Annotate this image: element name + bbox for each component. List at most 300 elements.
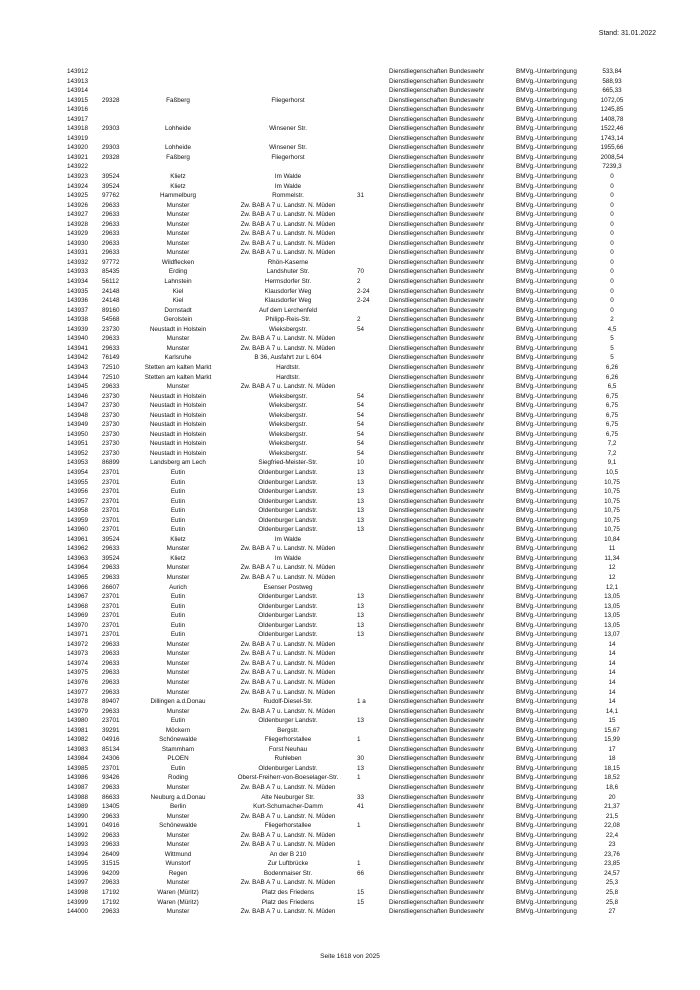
usage-type-cell: BMVg.-Unterbringung (516, 593, 577, 601)
row-id-cell: 143942 (67, 354, 89, 362)
property-type-cell: Dienstliegenschaften Bundeswehr (389, 230, 485, 238)
house-number-cell: 13 (357, 488, 365, 496)
postal-code-cell: 13405 (102, 803, 120, 811)
row-id-cell: 143936 (67, 297, 89, 305)
property-type-cell: Dienstliegenschaften Bundeswehr (389, 898, 485, 906)
row-id-cell: 143945 (67, 383, 89, 391)
postal-code-cell: 04916 (102, 736, 120, 744)
usage-type-cell: BMVg.-Unterbringung (516, 373, 577, 381)
usage-type-cell: BMVg.-Unterbringung (516, 564, 577, 572)
house-number-cell: 13 (357, 631, 365, 639)
postal-code-cell: 31515 (102, 860, 120, 868)
row-id-cell: 143916 (67, 106, 89, 114)
usage-type-cell: BMVg.-Unterbringung (516, 115, 577, 123)
usage-type-cell: BMVg.-Unterbringung (516, 545, 577, 553)
usage-type-cell: BMVg.-Unterbringung (516, 488, 577, 496)
table-row: 143931 29633 Munster Zw. BAB A 7 u. Landstr. N. Müden Dienstliegenschaften Bundeswehr BMVg.-Unterbringung 0 (67, 249, 614, 257)
row-id-cell: 143930 (67, 239, 89, 247)
property-type-cell: Dienstliegenschaften Bundeswehr (389, 507, 485, 515)
usage-type-cell: BMVg.-Unterbringung (516, 535, 577, 543)
usage-type-cell: BMVg.-Unterbringung (516, 363, 577, 371)
house-number-cell: 13 (357, 507, 365, 515)
table-row: 143915 29328 Faßberg Fliegerhorst Dienstliegenschaften Bundeswehr BMVg.-Unterbringung 1072,05 (67, 96, 624, 104)
table-row: 143958 23701 Eutin Oldenburger Landstr. 13 Dienstliegenschaften Bundeswehr BMVg.-Unterbringung 10,75 (67, 507, 620, 515)
house-number-cell: 13 (357, 526, 365, 534)
postal-code-cell: 23701 (102, 593, 120, 601)
usage-type-cell: BMVg.-Unterbringung (516, 144, 577, 152)
row-id-cell: 143993 (67, 841, 89, 849)
usage-type-cell: BMVg.-Unterbringung (516, 411, 577, 419)
table-row: 143975 29633 Munster Zw. BAB A 7 u. Landstr. N. Müden Dienstliegenschaften Bundeswehr BMVg.-Unterbringung 14 (67, 669, 616, 677)
postal-code-cell: 29328 (102, 153, 120, 161)
property-type-cell: Dienstliegenschaften Bundeswehr (389, 640, 485, 648)
house-number-cell: 13 (357, 516, 365, 524)
property-type-cell: Dienstliegenschaften Bundeswehr (389, 363, 485, 371)
usage-type-cell: BMVg.-Unterbringung (516, 268, 577, 276)
property-type-cell: Dienstliegenschaften Bundeswehr (389, 249, 485, 257)
table-row: 143963 39524 Klietz Im Walde Dienstliegenschaften Bundeswehr BMVg.-Unterbringung 11,34 (67, 554, 620, 562)
row-id-cell: 143943 (67, 363, 89, 371)
row-id-cell: 143926 (67, 201, 89, 209)
house-number-cell: 1 a (357, 698, 366, 706)
postal-code-cell: 94209 (102, 869, 120, 877)
table-row: 143986 93426 Roding Oberst-Freiherr-von-Boeselager-Str. 1 Dienstliegenschaften Bundeswehr BMVg.-Unterbringung 18,52 (67, 774, 620, 782)
table-row: 143922 Dienstliegenschaften Bundeswehr BMVg.-Unterbringung 7239,3 (67, 163, 622, 171)
usage-type-cell: BMVg.-Unterbringung (516, 239, 577, 247)
table-row: 143991 04916 Schönewalde Fliegerhorstallee 1 Dienstliegenschaften Bundeswehr BMVg.-Unterbringung 22,08 (67, 822, 620, 830)
usage-type-cell: BMVg.-Unterbringung (516, 889, 577, 897)
usage-type-cell: BMVg.-Unterbringung (516, 459, 577, 467)
row-id-cell: 143972 (67, 640, 89, 648)
row-id-cell: 143998 (67, 889, 89, 897)
table-row: 143948 23730 Neustadt in Holstein Wieksbergstr. 54 Dienstliegenschaften Bundeswehr BMVg.-Unterbringung 6,75 (67, 411, 619, 419)
usage-type-cell: BMVg.-Unterbringung (516, 698, 577, 706)
usage-type-cell: BMVg.-Unterbringung (516, 392, 577, 400)
postal-code-cell: 56112 (102, 278, 120, 286)
usage-type-cell: BMVg.-Unterbringung (516, 717, 577, 725)
table-row: 143997 29633 Munster Zw. BAB A 7 u. Landstr. N. Müden Dienstliegenschaften Bundeswehr BMVg.-Unterbringung 25,3 (67, 879, 619, 887)
usage-type-cell: BMVg.-Unterbringung (516, 669, 577, 677)
property-type-cell: Dienstliegenschaften Bundeswehr (389, 707, 485, 715)
property-type-cell: Dienstliegenschaften Bundeswehr (389, 411, 485, 419)
usage-type-cell: BMVg.-Unterbringung (516, 612, 577, 620)
usage-type-cell: BMVg.-Unterbringung (516, 430, 577, 438)
row-id-cell: 143977 (67, 688, 89, 696)
usage-type-cell: BMVg.-Unterbringung (516, 87, 577, 95)
postal-code-cell: 29633 (102, 812, 120, 820)
row-id-cell: 143927 (67, 211, 89, 219)
property-type-cell: Dienstliegenschaften Bundeswehr (389, 344, 485, 352)
table-row: 143976 29633 Munster Zw. BAB A 7 u. Landstr. N. Müden Dienstliegenschaften Bundeswehr BMVg.-Unterbringung 14 (67, 679, 616, 686)
house-number-cell: 31 (357, 192, 365, 200)
row-id-cell: 143997 (67, 879, 89, 887)
house-number-cell: 54 (357, 411, 365, 419)
postal-code-cell: 29633 (102, 831, 120, 839)
postal-code-cell: 29633 (102, 573, 120, 581)
table-row: 143988 86633 Neuburg a.d.Donau Alte Neuburger Str. 33 Dienstliegenschaften Bundeswehr BMVg.-Unterbringung 20 (67, 793, 616, 801)
property-type-cell: Dienstliegenschaften Bundeswehr (389, 679, 485, 686)
table-row: 143927 29633 Munster Zw. BAB A 7 u. Landstr. N. Müden Dienstliegenschaften Bundeswehr BMVg.-Unterbringung 0 (67, 211, 614, 219)
row-id-cell: 143932 (67, 258, 89, 266)
row-id-cell: 143948 (67, 411, 89, 419)
row-id-cell: 143989 (67, 803, 89, 811)
table-row: 143957 23701 Eutin Oldenburger Landstr. 13 Dienstliegenschaften Bundeswehr BMVg.-Unterbringung 10,75 (67, 497, 620, 505)
postal-code-cell: 23701 (102, 631, 120, 639)
house-number-cell: 13 (357, 602, 365, 610)
property-type-cell: Dienstliegenschaften Bundeswehr (389, 373, 485, 381)
usage-type-cell: BMVg.-Unterbringung (516, 908, 577, 916)
usage-type-cell: BMVg.-Unterbringung (516, 573, 577, 581)
table-row: 143990 29633 Munster Zw. BAB A 7 u. Landstr. N. Müden Dienstliegenschaften Bundeswehr BMVg.-Unterbringung 21,5 (67, 812, 619, 820)
property-type-cell: Dienstliegenschaften Bundeswehr (389, 497, 485, 505)
usage-type-cell: BMVg.-Unterbringung (516, 421, 577, 429)
row-id-cell: 143967 (67, 593, 89, 601)
property-type-cell: Dienstliegenschaften Bundeswehr (389, 774, 485, 782)
postal-code-cell: 39524 (102, 182, 120, 190)
postal-code-cell: 39524 (102, 173, 120, 181)
property-type-cell: Dienstliegenschaften Bundeswehr (389, 325, 485, 333)
row-id-cell: 143953 (67, 459, 89, 467)
table-row: 143978 89407 Dillingen a.d.Donau Rudolf-Diesel-Str. 1 a Dienstliegenschaften Bundeswehr BMVg.-Unterbringung 14 (67, 698, 616, 706)
property-type-cell: Dienstliegenschaften Bundeswehr (389, 793, 485, 801)
table-row: 143935 24148 Kiel Klausdorfer Weg 2-24 Dienstliegenschaften Bundeswehr BMVg.-Unterbringung 0 (67, 287, 614, 295)
table-row: 143966 26607 Aurich Esenser Postweg Dienstliegenschaften Bundeswehr BMVg.-Unterbringung 12,1 (67, 583, 619, 591)
row-id-cell: 143975 (67, 669, 89, 677)
usage-type-cell: BMVg.-Unterbringung (516, 201, 577, 209)
table-row: 143933 85435 Erding Landshuter Str. 70 Dienstliegenschaften Bundeswehr BMVg.-Unterbringung 0 (67, 268, 614, 276)
row-id-cell: 143941 (67, 344, 89, 352)
table-row: 143952 23730 Neustadt in Holstein Wieksbergstr. 54 Dienstliegenschaften Bundeswehr BMVg.-Unterbringung 7,2 (67, 449, 617, 457)
usage-type-cell: BMVg.-Unterbringung (516, 297, 577, 305)
postal-code-cell: 23730 (102, 430, 120, 438)
property-type-cell: Dienstliegenschaften Bundeswehr (389, 316, 485, 324)
usage-type-cell: BMVg.-Unterbringung (516, 497, 577, 505)
property-type-cell: Dienstliegenschaften Bundeswehr (389, 573, 485, 581)
postal-code-cell: 29633 (102, 230, 120, 238)
row-id-cell: 143994 (67, 850, 89, 858)
table-row: 144000 29633 Munster Zw. BAB A 7 u. Landstr. N. Müden Dienstliegenschaften Bundeswehr BMVg.-Unterbringung 27 (67, 908, 616, 916)
usage-type-cell: BMVg.-Unterbringung (516, 850, 577, 858)
usage-type-cell: BMVg.-Unterbringung (516, 287, 577, 295)
postal-code-cell: 29328 (102, 96, 120, 104)
property-type-cell: Dienstliegenschaften Bundeswehr (389, 516, 485, 524)
table-row: 143973 29633 Munster Zw. BAB A 7 u. Landstr. N. Müden Dienstliegenschaften Bundeswehr BMVg.-Unterbringung 14 (67, 650, 616, 658)
postal-code-cell: 24148 (102, 297, 120, 305)
postal-code-cell: 17192 (102, 898, 120, 906)
table-row: 143940 29633 Munster Zw. BAB A 7 u. Landstr. N. Müden Dienstliegenschaften Bundeswehr BMVg.-Unterbringung 5 (67, 335, 614, 343)
row-id-cell: 143957 (67, 497, 89, 505)
row-id-cell: 143924 (67, 182, 89, 190)
table-row: 143934 56112 Lahnstein Hermsdorfer Str. 2 Dienstliegenschaften Bundeswehr BMVg.-Unterbringung 0 (67, 278, 614, 286)
row-id-cell: 143935 (67, 287, 89, 295)
usage-type-cell: BMVg.-Unterbringung (516, 153, 577, 161)
postal-code-cell: 24306 (102, 755, 120, 763)
table-row: 143993 29633 Munster Zw. BAB A 7 u. Landstr. N. Müden Dienstliegenschaften Bundeswehr BMVg.-Unterbringung 23 (67, 841, 616, 849)
postal-code-cell: 29633 (102, 707, 120, 715)
row-id-cell: 143934 (67, 278, 89, 286)
property-type-cell: Dienstliegenschaften Bundeswehr (389, 850, 485, 858)
property-type-cell: Dienstliegenschaften Bundeswehr (389, 822, 485, 830)
property-type-cell: Dienstliegenschaften Bundeswehr (389, 602, 485, 610)
house-number-cell: 41 (357, 803, 365, 811)
usage-type-cell: BMVg.-Unterbringung (516, 516, 577, 524)
house-number-cell: 13 (357, 621, 365, 629)
property-type-cell: Dienstliegenschaften Bundeswehr (389, 650, 485, 658)
property-type-cell: Dienstliegenschaften Bundeswehr (389, 583, 485, 591)
row-id-cell: 143964 (67, 564, 89, 572)
house-number-cell: 54 (357, 392, 365, 400)
property-type-cell: Dienstliegenschaften Bundeswehr (389, 478, 485, 486)
row-id-cell: 143981 (67, 726, 89, 734)
house-number-cell: 15 (357, 889, 365, 897)
property-type-cell: Dienstliegenschaften Bundeswehr (389, 153, 485, 161)
postal-code-cell: 29633 (102, 383, 120, 391)
house-number-cell: 1 (357, 736, 361, 744)
postal-code-cell: 72510 (102, 373, 120, 381)
table-row: 143965 29633 Munster Zw. BAB A 7 u. Landstr. N. Müden Dienstliegenschaften Bundeswehr BMVg.-Unterbringung 12 (67, 573, 616, 581)
property-type-cell: Dienstliegenschaften Bundeswehr (389, 745, 485, 753)
postal-code-cell: 29633 (102, 650, 120, 658)
postal-code-cell: 23701 (102, 478, 120, 486)
row-id-cell: 143978 (67, 698, 89, 706)
row-id-cell: 143969 (67, 612, 89, 620)
usage-type-cell: BMVg.-Unterbringung (516, 822, 577, 830)
postal-code-cell: 23701 (102, 516, 120, 524)
table-row: 143924 39524 Klietz Im Walde Dienstliegenschaften Bundeswehr BMVg.-Unterbringung 0 (67, 182, 614, 190)
row-id-cell: 143955 (67, 478, 89, 486)
row-id-cell: 143915 (67, 96, 89, 104)
postal-code-cell: 29303 (102, 125, 120, 133)
postal-code-cell: 76149 (102, 354, 120, 362)
property-type-cell: Dienstliegenschaften Bundeswehr (389, 430, 485, 438)
property-type-cell: Dienstliegenschaften Bundeswehr (389, 125, 485, 133)
row-id-cell: 143988 (67, 793, 89, 801)
row-id-cell: 143960 (67, 526, 89, 534)
row-id-cell: 143996 (67, 869, 89, 877)
property-type-cell: Dienstliegenschaften Bundeswehr (389, 278, 485, 286)
row-id-cell: 143999 (67, 898, 89, 906)
property-table (67, 67, 637, 917)
row-id-cell: 143976 (67, 679, 89, 686)
property-type-cell: Dienstliegenschaften Bundeswehr (389, 392, 485, 400)
table-row: 143944 72510 Stetten am kalten Markt Hardtstr. Dienstliegenschaften Bundeswehr BMVg.-Unterbringung 6,26 (67, 373, 619, 381)
house-number-cell: 2-24 (357, 297, 370, 305)
table-row: 143998 17192 Waren (Müritz) Platz des Friedens 15 Dienstliegenschaften Bundeswehr BMVg.-Unterbringung 25,8 (67, 889, 619, 897)
row-id-cell: 143983 (67, 745, 89, 753)
table-row: 143969 23701 Eutin Oldenburger Landstr. 13 Dienstliegenschaften Bundeswehr BMVg.-Unterbringung 13,05 (67, 612, 620, 620)
row-id-cell: 143990 (67, 812, 89, 820)
table-row: 143972 29633 Munster Zw. BAB A 7 u. Landstr. N. Müden Dienstliegenschaften Bundeswehr BMVg.-Unterbringung 14 (67, 640, 616, 648)
usage-type-cell: BMVg.-Unterbringung (516, 764, 577, 772)
property-type-cell: Dienstliegenschaften Bundeswehr (389, 201, 485, 209)
table-row: 143980 23701 Eutin Oldenburger Landstr. 13 Dienstliegenschaften Bundeswehr BMVg.-Unterbringung 15 (67, 717, 616, 725)
house-number-cell: 54 (357, 440, 365, 448)
table-row: 143937 89160 Dornstadt Auf dem Lerchenfeld Dienstliegenschaften Bundeswehr BMVg.-Unterbringung 0 (67, 306, 614, 314)
usage-type-cell: BMVg.-Unterbringung (516, 745, 577, 753)
row-id-cell: 143938 (67, 316, 89, 324)
usage-type-cell: BMVg.-Unterbringung (516, 182, 577, 190)
usage-type-cell: BMVg.-Unterbringung (516, 125, 577, 133)
row-id-cell: 143979 (67, 707, 89, 715)
table-row: 143929 29633 Munster Zw. BAB A 7 u. Landstr. N. Müden Dienstliegenschaften Bundeswehr BMVg.-Unterbringung 0 (67, 230, 614, 238)
usage-type-cell: BMVg.-Unterbringung (516, 68, 577, 75)
row-id-cell: 143992 (67, 831, 89, 839)
postal-code-cell: 23701 (102, 717, 120, 725)
postal-code-cell: 97762 (102, 192, 120, 200)
property-type-cell: Dienstliegenschaften Bundeswehr (389, 297, 485, 305)
postal-code-cell: 29633 (102, 879, 120, 887)
postal-code-cell: 23701 (102, 468, 120, 476)
row-id-cell: 143933 (67, 268, 89, 276)
table-row: 143912 Dienstliegenschaften Bundeswehr BMVg.-Unterbringung 533,84 (67, 68, 622, 75)
postal-code-cell: 29633 (102, 201, 120, 209)
property-type-cell: Dienstliegenschaften Bundeswehr (389, 354, 485, 362)
house-number-cell: 13 (357, 593, 365, 601)
postal-code-cell: 29633 (102, 335, 120, 343)
table-row: 143930 29633 Munster Zw. BAB A 7 u. Landstr. N. Müden Dienstliegenschaften Bundeswehr BMVg.-Unterbringung 0 (67, 239, 614, 247)
usage-type-cell: BMVg.-Unterbringung (516, 726, 577, 734)
property-type-cell: Dienstliegenschaften Bundeswehr (389, 163, 485, 171)
property-type-cell: Dienstliegenschaften Bundeswehr (389, 96, 485, 104)
table-row: 143995 31515 Wunstorf Zur Luftbrücke 1 Dienstliegenschaften Bundeswehr BMVg.-Unterbringung 23,85 (67, 860, 620, 868)
usage-type-cell: BMVg.-Unterbringung (516, 650, 577, 658)
property-type-cell: Dienstliegenschaften Bundeswehr (389, 831, 485, 839)
usage-type-cell: BMVg.-Unterbringung (516, 163, 577, 171)
row-id-cell: 143920 (67, 144, 89, 152)
property-type-cell: Dienstliegenschaften Bundeswehr (389, 803, 485, 811)
property-type-cell: Dienstliegenschaften Bundeswehr (389, 192, 485, 200)
postal-code-cell: 93426 (102, 774, 120, 782)
table-row: 143996 94209 Regen Bodenmaiser Str. 66 Dienstliegenschaften Bundeswehr BMVg.-Unterbringung 24,57 (67, 869, 620, 877)
property-type-cell: Dienstliegenschaften Bundeswehr (389, 812, 485, 820)
postal-code-cell: 29633 (102, 784, 120, 792)
table-row: 143921 29328 Faßberg Fliegerhorst Dienstliegenschaften Bundeswehr BMVg.-Unterbringung 2008,54 (67, 153, 624, 161)
postal-code-cell: 23730 (102, 421, 120, 429)
table-row: 143960 23701 Eutin Oldenburger Landstr. 13 Dienstliegenschaften Bundeswehr BMVg.-Unterbringung 10,75 (67, 526, 620, 534)
usage-type-cell: BMVg.-Unterbringung (516, 879, 577, 887)
table-row: 143964 29633 Munster Zw. BAB A 7 u. Landstr. N. Müden Dienstliegenschaften Bundeswehr BMVg.-Unterbringung 12 (67, 564, 616, 572)
usage-type-cell: BMVg.-Unterbringung (516, 440, 577, 448)
property-type-cell: Dienstliegenschaften Bundeswehr (389, 239, 485, 247)
usage-type-cell: BMVg.-Unterbringung (516, 306, 577, 314)
property-type-cell: Dienstliegenschaften Bundeswehr (389, 879, 485, 887)
row-id-cell: 143966 (67, 583, 89, 591)
row-id-cell: 143947 (67, 402, 89, 410)
house-number-cell: 54 (357, 325, 365, 333)
property-type-cell: Dienstliegenschaften Bundeswehr (389, 860, 485, 868)
property-type-cell: Dienstliegenschaften Bundeswehr (389, 726, 485, 734)
usage-type-cell: BMVg.-Unterbringung (516, 774, 577, 782)
table-row: 143999 17192 Waren (Müritz) Platz des Friedens 15 Dienstliegenschaften Bundeswehr BMVg.-Unterbringung 25,8 (67, 898, 619, 906)
property-type-cell: Dienstliegenschaften Bundeswehr (389, 784, 485, 792)
table-row: 143981 39291 Möckern Bergstr. Dienstliegenschaften Bundeswehr BMVg.-Unterbringung 15,67 (67, 726, 620, 734)
house-number-cell: 54 (357, 402, 365, 410)
table-row: 143985 23701 Eutin Oldenburger Landstr. 13 Dienstliegenschaften Bundeswehr BMVg.-Unterbringung 18,15 (67, 764, 620, 772)
property-type-cell: Dienstliegenschaften Bundeswehr (389, 134, 485, 142)
postal-code-cell: 29633 (102, 640, 120, 648)
row-id-cell: 143939 (67, 325, 89, 333)
table-row: 143917 Dienstliegenschaften Bundeswehr BMVg.-Unterbringung 1408,78 (67, 115, 624, 123)
postal-code-cell: 26607 (102, 583, 120, 591)
property-type-cell: Dienstliegenschaften Bundeswehr (389, 402, 485, 410)
property-type-cell: Dienstliegenschaften Bundeswehr (389, 535, 485, 543)
row-id-cell: 143965 (67, 573, 89, 581)
row-id-cell: 143912 (67, 68, 89, 75)
table-row: 143992 29633 Munster Zw. BAB A 7 u. Landstr. N. Müden Dienstliegenschaften Bundeswehr BMVg.-Unterbringung 22,4 (67, 831, 619, 839)
usage-type-cell: BMVg.-Unterbringung (516, 755, 577, 763)
postal-code-cell: 39524 (102, 554, 120, 562)
property-type-cell: Dienstliegenschaften Bundeswehr (389, 211, 485, 219)
row-id-cell: 143914 (67, 87, 89, 95)
property-type-cell: Dienstliegenschaften Bundeswehr (389, 593, 485, 601)
row-id-cell: 143913 (67, 77, 89, 85)
property-type-cell: Dienstliegenschaften Bundeswehr (389, 449, 485, 457)
row-id-cell: 143950 (67, 430, 89, 438)
property-type-cell: Dienstliegenschaften Bundeswehr (389, 736, 485, 744)
usage-type-cell: BMVg.-Unterbringung (516, 316, 577, 324)
house-number-cell: 33 (357, 793, 365, 801)
usage-type-cell: BMVg.-Unterbringung (516, 106, 577, 114)
row-id-cell: 143958 (67, 507, 89, 515)
usage-type-cell: BMVg.-Unterbringung (516, 402, 577, 410)
row-id-cell: 143985 (67, 764, 89, 772)
usage-type-cell: BMVg.-Unterbringung (516, 736, 577, 744)
postal-code-cell: 29633 (102, 908, 120, 916)
postal-code-cell: 29633 (102, 220, 120, 228)
table-row: 143928 29633 Munster Zw. BAB A 7 u. Landstr. N. Müden Dienstliegenschaften Bundeswehr BMVg.-Unterbringung 0 (67, 220, 614, 228)
row-id-cell: 143925 (67, 192, 89, 200)
row-id-cell: 143980 (67, 717, 89, 725)
property-type-cell: Dienstliegenschaften Bundeswehr (389, 87, 485, 95)
property-type-cell: Dienstliegenschaften Bundeswehr (389, 77, 485, 85)
postal-code-cell: 86633 (102, 793, 120, 801)
usage-type-cell: BMVg.-Unterbringung (516, 468, 577, 476)
row-id-cell: 144000 (67, 908, 89, 916)
table-row: 143954 23701 Eutin Oldenburger Landstr. 13 Dienstliegenschaften Bundeswehr BMVg.-Unterbringung 10,5 (67, 468, 619, 476)
table-row: 143961 39524 Klietz Im Walde Dienstliegenschaften Bundeswehr BMVg.-Unterbringung 10,84 (67, 535, 620, 543)
table-row: 143956 23701 Eutin Oldenburger Landstr. 13 Dienstliegenschaften Bundeswehr BMVg.-Unterbringung 10,75 (67, 488, 620, 496)
house-number-cell: 1 (357, 822, 361, 830)
postal-code-cell: 29633 (102, 545, 120, 553)
usage-type-cell: BMVg.-Unterbringung (516, 258, 577, 266)
postal-code-cell: 23701 (102, 602, 120, 610)
property-type-cell: Dienstliegenschaften Bundeswehr (389, 459, 485, 467)
table-row: 143968 23701 Eutin Oldenburger Landstr. 13 Dienstliegenschaften Bundeswehr BMVg.-Unterbringung 13,05 (67, 602, 620, 610)
row-id-cell: 143946 (67, 392, 89, 400)
row-id-cell: 143995 (67, 860, 89, 868)
table-row: 143982 04916 Schönewalde Fliegerhorstallee 1 Dienstliegenschaften Bundeswehr BMVg.-Unterbringung 15,99 (67, 736, 620, 744)
table-row: 143925 97762 Hammelburg Rommelstr. 31 Dienstliegenschaften Bundeswehr BMVg.-Unterbringung 0 (67, 192, 614, 200)
table-row: 143949 23730 Neustadt in Holstein Wieksbergstr. 54 Dienstliegenschaften Bundeswehr BMVg.-Unterbringung 6,75 (67, 421, 619, 429)
postal-code-cell: 23701 (102, 488, 120, 496)
property-type-cell: Dienstliegenschaften Bundeswehr (389, 268, 485, 276)
row-id-cell: 143918 (67, 125, 89, 133)
usage-type-cell: BMVg.-Unterbringung (516, 211, 577, 219)
postal-code-cell: 23701 (102, 764, 120, 772)
table-row: 143945 29633 Munster Zw. BAB A 7 u. Landstr. N. Müden Dienstliegenschaften Bundeswehr BMVg.-Unterbringung 6,5 (67, 383, 617, 391)
usage-type-cell: BMVg.-Unterbringung (516, 688, 577, 696)
table-row: 143955 23701 Eutin Oldenburger Landstr. 13 Dienstliegenschaften Bundeswehr BMVg.-Unterbringung 10,75 (67, 478, 620, 486)
usage-type-cell: BMVg.-Unterbringung (516, 249, 577, 257)
usage-type-cell: BMVg.-Unterbringung (516, 631, 577, 639)
table-row: 143959 23701 Eutin Oldenburger Landstr. 13 Dienstliegenschaften Bundeswehr BMVg.-Unterbringung 10,75 (67, 516, 620, 524)
row-id-cell: 143921 (67, 153, 89, 161)
property-type-cell: Dienstliegenschaften Bundeswehr (389, 764, 485, 772)
stand-date: Stand: 31.01.2022 (598, 30, 656, 37)
postal-code-cell: 23730 (102, 392, 120, 400)
property-type-cell: Dienstliegenschaften Bundeswehr (389, 258, 485, 266)
postal-code-cell: 29633 (102, 669, 120, 677)
